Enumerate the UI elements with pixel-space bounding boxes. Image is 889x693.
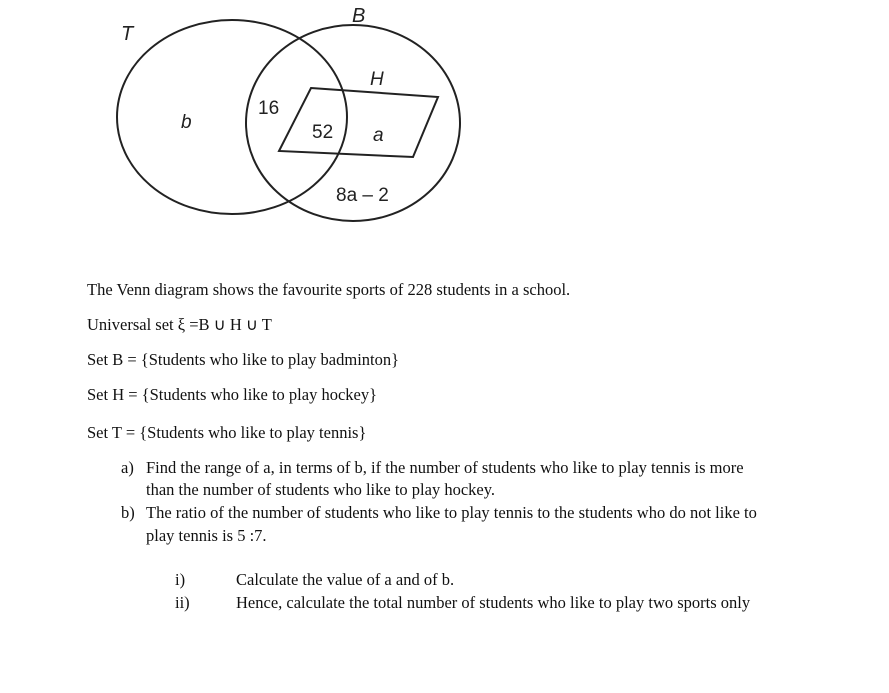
region-b-only: 8a – 2 bbox=[336, 185, 389, 206]
set-h-definition: Set H = {Students who like to play hockey} bbox=[87, 385, 378, 404]
region-t-and-b: 16 bbox=[258, 98, 280, 119]
intro-text: The Venn diagram shows the favourite sports of 228 students in a school. bbox=[87, 280, 571, 299]
set-t-definition: Set T = {Students who like to play tennis} bbox=[87, 423, 367, 442]
subquestion-ii-label: ii) bbox=[175, 593, 190, 612]
question-b-label: b) bbox=[121, 503, 135, 522]
subquestion-ii-text: Hence, calculate the total number of students who like to play two sports only bbox=[236, 593, 751, 612]
subquestion-i-text: Calculate the value of a and of b. bbox=[236, 570, 455, 589]
question-a-line2: than the number of students who like to play hockey. bbox=[146, 480, 496, 499]
label-t: T bbox=[121, 23, 134, 45]
region-b-h: a bbox=[373, 125, 384, 146]
venn-diagram bbox=[0, 0, 889, 240]
region-t-only: b bbox=[181, 112, 192, 133]
set-h-parallelogram bbox=[279, 88, 438, 157]
question-b-line2: play tennis is 5 :7. bbox=[146, 526, 267, 545]
question-a-label: a) bbox=[121, 458, 134, 477]
label-b: B bbox=[352, 5, 366, 27]
set-t-circle bbox=[117, 20, 347, 214]
set-b-definition: Set B = {Students who like to play badminton} bbox=[87, 350, 400, 369]
universal-set: Universal set ξ =B ∪ H ∪ T bbox=[87, 315, 272, 334]
question-b-line1: The ratio of the number of students who like to play tennis to the students who do not like to bbox=[146, 503, 757, 522]
region-t-b-h: 52 bbox=[312, 122, 334, 143]
label-h: H bbox=[370, 69, 384, 90]
subquestion-i-label: i) bbox=[175, 570, 186, 589]
question-a-line1: Find the range of a, in terms of b, if the number of students who like to play tennis is more bbox=[146, 458, 744, 477]
